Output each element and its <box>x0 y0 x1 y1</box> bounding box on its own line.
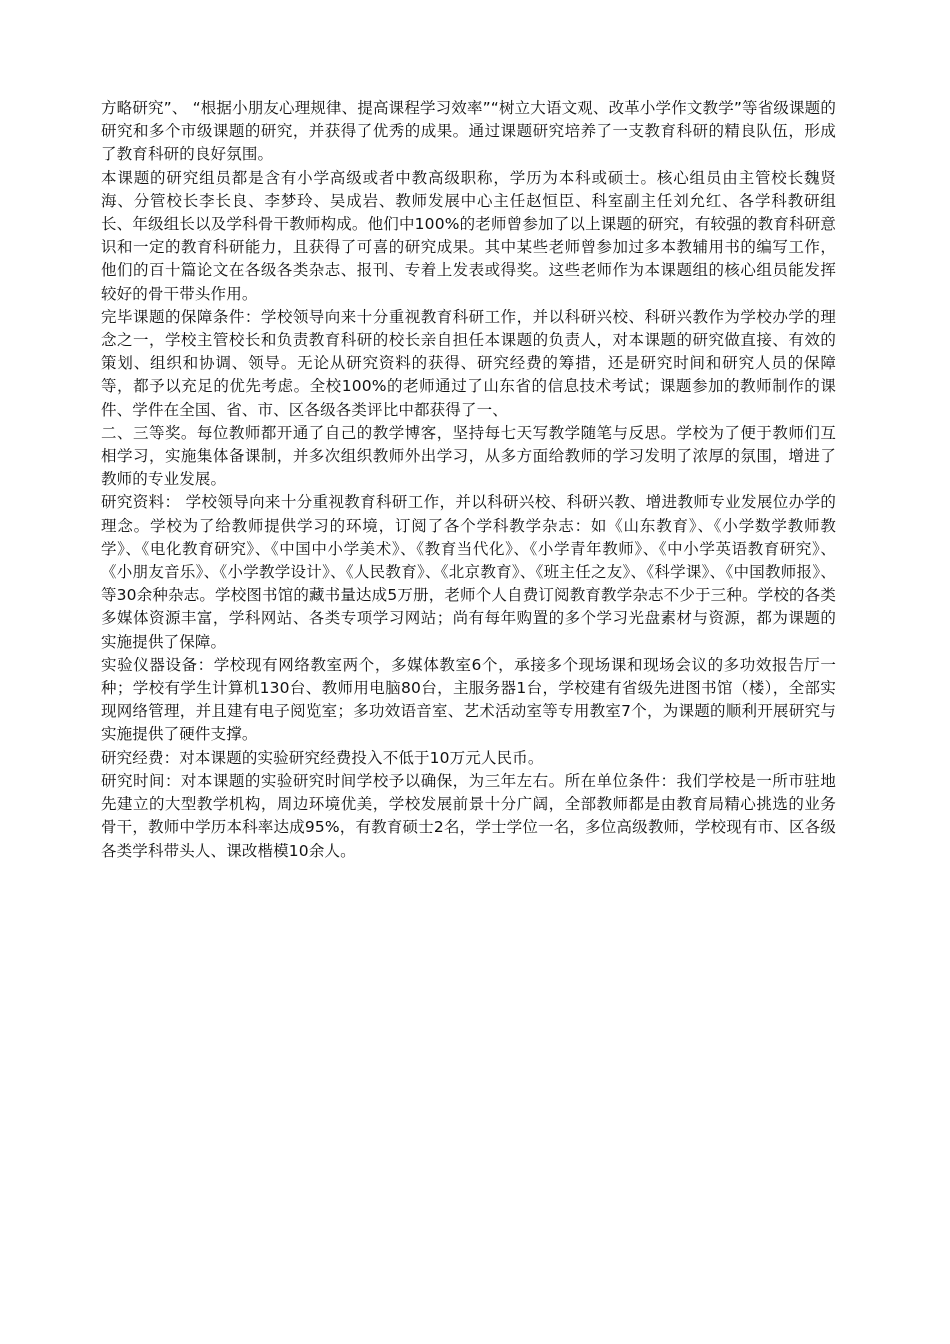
paragraph-research-members: 本课题的研究组员都是含有小学高级或者中教高级职称，学历为本科或硕士。核心组员由主管校长魏贤海、分管校长李长良、李梦玲、吴成岩、教师发展中心主任赵恒臣、科室副主任刘允红、各学科教研组长、年级组长以及学科骨干教师构成。他们中100%的老师曾参加了以上课题的研究，有较强的教育科研意识和一定的教育科研能力，且获得了可喜的研究成果。其中某些老师曾参加过多本教辅用书的编写工作，他们的百十篇论文在各级各类杂志、报刊、专着上发表或得奖。这些老师作为本课题组的核心组员能发挥较好的骨干带头作用。 <box>101 168 836 303</box>
paragraph-prior-research: 方略研究”、 “根据小朋友心理规律、提高课程学习效率”“树立大语文观、改革小学作文教学”等省级课题的研究和多个市级课题的研究，并获得了优秀的成果。通过课题研究培养了一支教育科研的精良队伍，形成了教育科研的良好氛围。 <box>101 99 836 164</box>
paragraph-funding: 研究经费：对本课题的实验研究经费投入不低于10万元人民币。 <box>101 748 544 767</box>
paragraph-research-materials: 研究资料： 学校领导向来十分重视教育科研工作，并以科研兴校、科研兴教、增进教师专业发展位办学的理念。学校为了给教师提供学习的环境，订阅了各个学科教学杂志：如《山东教育》、《小学数学教师教学》、《电化教育研究》、《中国中小学美术》、《教育当代化》、《小学青年教师》、《中小学英语教育研究》、《小朋友音乐》、《小学教学设计》、《人民教育》、《北京教育》、《班主任之友》、《科学课》、《中国教师报》、等30余种杂志。学校图书馆的藏书量达成5万册，老师个人自费订阅教育教学杂志不少于三种。学校的各类多媒体资源丰富，学科网站、各类专项学习网站；尚有每年购置的多个学习光盘素材与资源，都为课题的实施提供了保障。 <box>101 493 836 651</box>
paragraph-awards-and-blogs: 二、三等奖。每位教师都开通了自己的教学博客，坚持每七天写教学随笔与反思。学校为了便于教师们互相学习，实施集体备课制，并多次组织教师外出学习，从多方面给教师的学习发明了浓厚的氛围，增进了教师的专业发展。 <box>101 423 836 489</box>
document-body <box>101 97 836 863</box>
paragraph-research-time: 研究时间：对本课题的实验研究时间学校予以确保，为三年左右。所在单位条件：我们学校是一所市驻地先建立的大型教学机构，周边环境优美，学校发展前景十分广阔，全部教师都是由教育局精心挑选的业务骨干，教师中学历本科率达成95%，有教育硕士2名，学士学位一名，多位高级教师，学校现有市、区各级各类学科带头人、课改楷模10余人。 <box>101 771 836 860</box>
paragraph-guarantee-conditions: 完毕课题的保障条件：学校领导向来十分重视教育科研工作，并以科研兴校、科研兴教作为学校办学的理念之一，学校主管校长和负责教育科研的校长亲自担任本课题的负责人，对本课题的研究做直接、有效的策划、组织和协调、领导。无论从研究资料的获得、研究经费的筹措，还是研究时间和研究人员的保障等，都予以充足的优先考虑。全校100%的老师通过了山东省的信息技术考试；课题参加的教师制作的课件、学件在全国、省、市、区各级各类评比中都获得了一、 <box>101 307 836 419</box>
paragraph-equipment: 实验仪器设备：学校现有网络教室两个，多媒体教室6个，承接多个现场课和现场会议的多功效报告厅一种；学校有学生计算机130台、教师用电脑80台，主服务器1台，学校建有省级先进图书馆（楼），全部实现网络管理，并且建有电子阅览室；多功效语音室、艺术活动室等专用教室7个，为课题的顺利开展研究与实施提供了硬件支撑。 <box>101 655 836 744</box>
